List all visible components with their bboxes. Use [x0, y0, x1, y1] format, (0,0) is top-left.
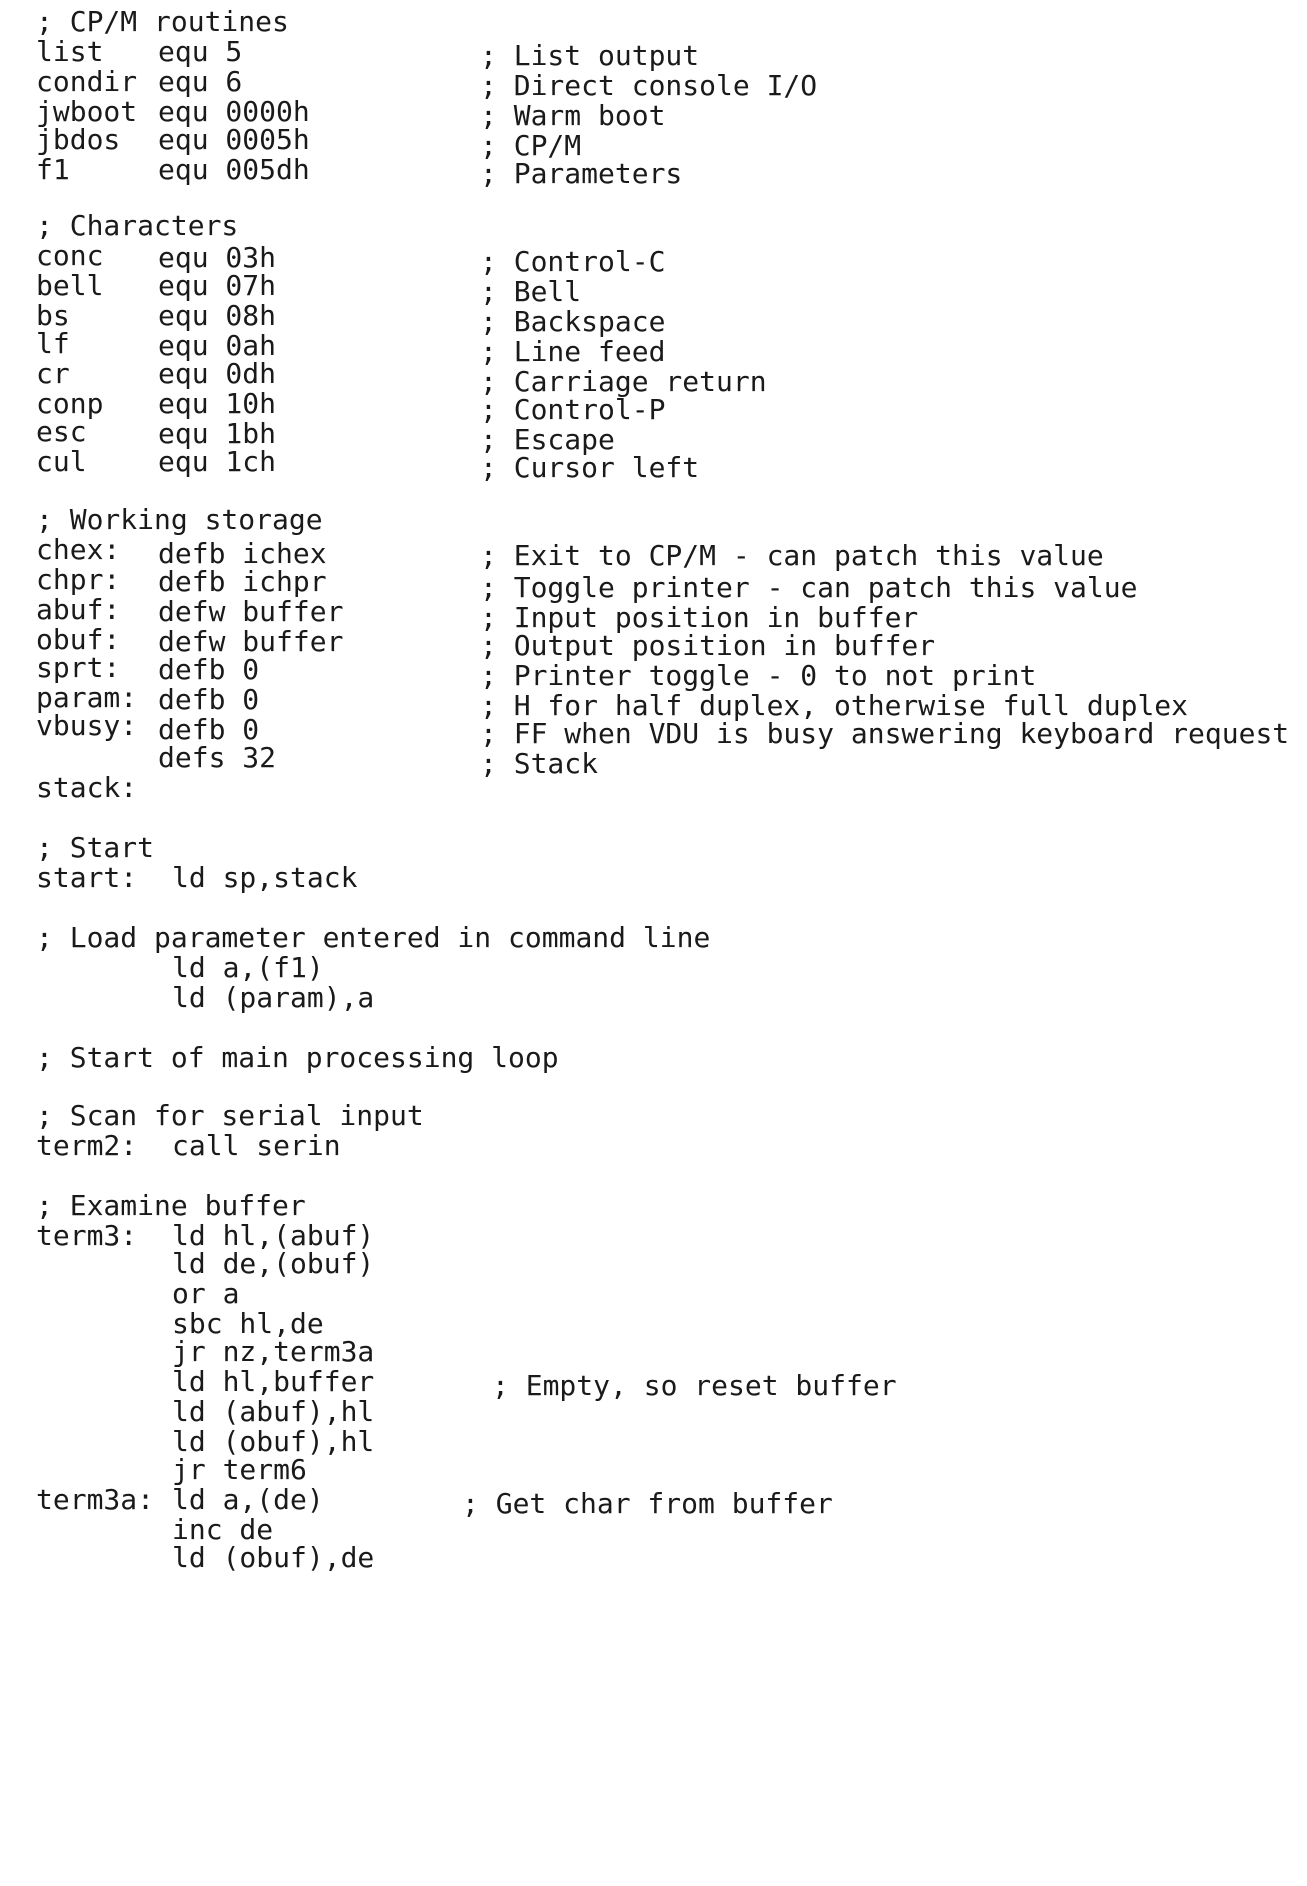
stack-label: stack:: [36, 771, 138, 804]
row-label: lf: [36, 327, 70, 360]
row-label: cul: [36, 445, 87, 478]
row-comment: ; Line feed: [480, 335, 666, 368]
section-comment-characters: ; Characters: [36, 209, 239, 242]
section-comment-start: ; Start: [36, 831, 155, 864]
row-label: jbdos: [36, 123, 121, 156]
instruction: ld a,(de): [172, 1483, 324, 1516]
section-comment-cpm-routines: ; CP/M routines: [36, 5, 289, 38]
row-comment: ; H for half duplex, otherwise full duplex: [480, 689, 1189, 722]
row-operand: defs 32: [158, 741, 277, 774]
section-comment-working-storage: ; Working storage: [36, 503, 323, 536]
instruction: jr term6: [172, 1453, 307, 1486]
row-label: vbusy:: [36, 709, 138, 742]
row-label: sprt:: [36, 651, 121, 684]
row-operand: equ 10h: [158, 387, 277, 420]
instruction: jr nz,term3a: [172, 1335, 375, 1368]
row-label: chex:: [36, 533, 121, 566]
row-label: cr: [36, 357, 70, 390]
row-operand: defb 0: [158, 653, 260, 686]
row-operand: defw buffer: [158, 625, 344, 658]
row-comment: ; CP/M: [480, 129, 582, 162]
instruction: ld (abuf),hl: [172, 1395, 375, 1428]
row-comment: ; List output: [480, 39, 700, 72]
section-comment-load-parameter: ; Load parameter entered in command line: [36, 921, 711, 954]
row-operand: equ 03h: [158, 241, 277, 274]
row-operand: defb 0: [158, 683, 260, 716]
term2-instruction: call serin: [172, 1129, 341, 1162]
start-label: start:: [36, 861, 138, 894]
row-comment: ; Control-C: [480, 245, 666, 278]
row-comment: ; Control-P: [480, 393, 666, 426]
instruction: ld (obuf),hl: [172, 1425, 375, 1458]
row-operand: equ 5: [158, 35, 243, 68]
row-comment: ; Stack: [480, 747, 599, 780]
row-comment: ; Output position in buffer: [480, 629, 936, 662]
row-operand: equ 0000h: [158, 95, 310, 128]
section-comment-examine-buffer: ; Examine buffer: [36, 1189, 306, 1222]
row-label: param:: [36, 681, 138, 714]
section-comment-scan-serial: ; Scan for serial input: [36, 1099, 424, 1132]
row-operand: defb 0: [158, 713, 260, 746]
row-label: chpr:: [36, 563, 121, 596]
section-comment-main-loop: ; Start of main processing loop: [36, 1041, 559, 1074]
instruction: ld (obuf),de: [172, 1541, 375, 1574]
row-operand: equ 005dh: [158, 153, 310, 186]
row-label: abuf:: [36, 593, 121, 626]
instruction: ld de,(obuf): [172, 1247, 375, 1280]
row-label: bs: [36, 299, 70, 332]
instruction: ld hl,buffer: [172, 1365, 375, 1398]
row-label: esc: [36, 415, 87, 448]
instruction: ld (param),a: [172, 981, 375, 1014]
row-comment: ; Toggle printer - can patch this value: [480, 571, 1138, 604]
row-comment: ; Exit to CP/M - can patch this value: [480, 539, 1104, 572]
row-comment: ; Cursor left: [480, 451, 700, 484]
row-operand: equ 08h: [158, 299, 277, 332]
term3a-label: term3a:: [36, 1483, 155, 1516]
row-operand: equ 0005h: [158, 123, 310, 156]
instruction-comment: ; Get char from buffer: [462, 1487, 833, 1520]
row-comment: ; Backspace: [480, 305, 666, 338]
row-operand: defb ichpr: [158, 565, 327, 598]
row-comment: ; Bell: [480, 275, 582, 308]
row-operand: defw buffer: [158, 595, 344, 628]
row-comment: ; Printer toggle - 0 to not print: [480, 659, 1037, 692]
start-instruction: ld sp,stack: [172, 861, 358, 894]
row-label: obuf:: [36, 623, 121, 656]
row-comment: ; FF when VDU is busy answering keyboard request: [480, 717, 1290, 750]
row-comment: ; Direct console I/O: [480, 69, 818, 102]
row-comment: ; Escape: [480, 423, 615, 456]
row-operand: equ 1ch: [158, 445, 277, 478]
row-label: f1: [36, 153, 70, 186]
row-comment: ; Input position in buffer: [480, 601, 919, 634]
row-operand: equ 07h: [158, 269, 277, 302]
term2-label: term2:: [36, 1129, 138, 1162]
row-operand: defb ichex: [158, 537, 327, 570]
instruction: sbc hl,de: [172, 1307, 324, 1340]
row-operand: equ 6: [158, 65, 243, 98]
row-comment: ; Parameters: [480, 157, 683, 190]
instruction: ld hl,(abuf): [172, 1219, 375, 1252]
row-comment: ; Carriage return: [480, 365, 767, 398]
row-label: jwboot: [36, 95, 138, 128]
row-label: list: [36, 35, 104, 68]
term3-label: term3:: [36, 1219, 138, 1252]
row-comment: ; Warm boot: [480, 99, 666, 132]
row-label: bell: [36, 269, 104, 302]
row-label: conp: [36, 387, 104, 420]
row-label: conc: [36, 239, 104, 272]
row-label: condir: [36, 65, 138, 98]
instruction-comment: ; Empty, so reset buffer: [492, 1369, 897, 1402]
row-operand: equ 1bh: [158, 417, 277, 450]
row-operand: equ 0dh: [158, 357, 277, 390]
instruction: ld a,(f1): [172, 951, 324, 984]
instruction: or a: [172, 1277, 240, 1310]
row-operand: equ 0ah: [158, 329, 277, 362]
instruction: inc de: [172, 1513, 274, 1546]
